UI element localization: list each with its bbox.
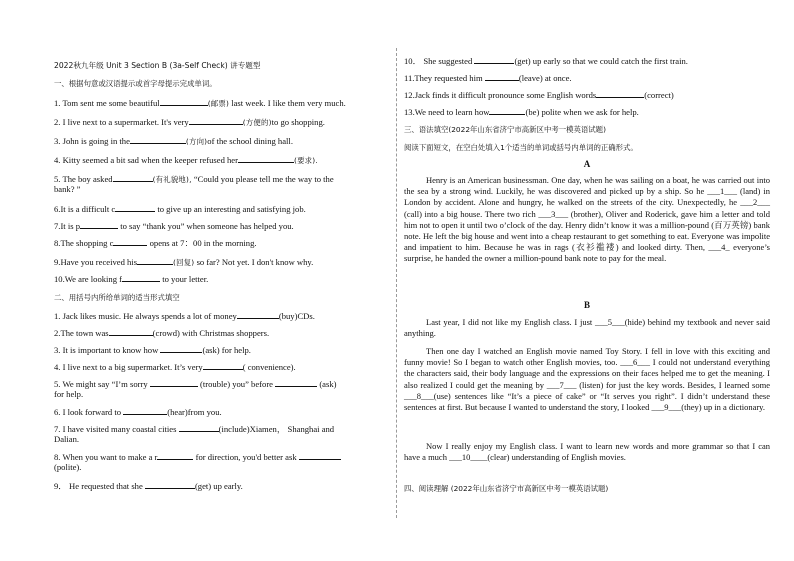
part1-item-5: 5. The boy asked (有礼貌地), “Could you please tell me the way to the (54, 174, 334, 184)
part2-item-1: 1. Jack likes music. He always spends a lot of money (buy)CDs. (54, 311, 315, 321)
answer-blank[interactable] (115, 203, 155, 212)
part2-item-6: 6. I look forward to (hear)from you. (54, 407, 222, 417)
part1-item-4: 4. Kitty seemed a bit sad when the keeper refused her (要求). (54, 155, 318, 165)
part3-heading: 三、语法填空(2022年山东省济宁市高新区中考一模英语试题) (404, 125, 606, 134)
answer-blank[interactable] (113, 237, 147, 246)
answer-blank[interactable] (299, 451, 341, 460)
part2-item-12: 12.Jack finds it difficult pronounce some English words (correct) (404, 90, 674, 100)
part3-instruction: 阅读下面短文，在空白处填入1个适当的单词或括号内单词的正确形式。 (404, 143, 638, 152)
answer-blank[interactable] (489, 106, 525, 115)
answer-blank[interactable] (113, 173, 153, 182)
answer-blank[interactable] (485, 72, 519, 81)
answer-blank[interactable] (474, 55, 514, 64)
answer-blank[interactable] (145, 480, 195, 489)
part2-item-11: 11.They requested him (leave) at once. (404, 73, 572, 83)
part1-item-10: 10.We are looking f to your letter. (54, 274, 209, 284)
answer-blank[interactable] (160, 344, 202, 353)
answer-blank[interactable] (150, 378, 198, 387)
part1-item-6: 6.It is a difficult c to give up an interesting and satisfying job. (54, 204, 306, 214)
part2-item-10: 10． She suggested (get) up early so that we could catch the first train. (404, 56, 688, 66)
passage-a-label: A (583, 159, 591, 169)
part2-item-8-cont: (polite). (54, 462, 82, 472)
answer-blank[interactable] (596, 89, 644, 98)
passage-b-paragraph-2: Then one day I watched an English movie named Toy Story. I fell in love with this exciting and funny movie! So I began to watch other English movies, too. ___6___ I could not understand everything the characters said, their body language and the expressions on their faces helped me to get the meaning. I also realized I could get the meaning by ___7___ (listen) for just the key words. Besides, I learned some ___8___(use) sentences like “It’s a piece of cake” or “It serves you right”. I didn’t understand these sentences at first. But because I wanted to understand the story, I looked ___9___(they) up in a dictionary. (404, 346, 770, 413)
answer-blank[interactable] (137, 256, 173, 265)
part1-item-8: 8.The shopping c opens at 7：00 in the morning. (54, 238, 257, 248)
part1-item-1: 1. Tom sent me some beautiful (邮票) last week. I like them very much. (54, 98, 346, 108)
part2-item-8: 8. When you want to make a r for direction, you'd better ask (54, 451, 341, 463)
answer-blank[interactable] (109, 327, 153, 336)
answer-blank[interactable] (122, 273, 160, 282)
worksheet-title: 2022秋九年级 Unit 3 Section B (3a-Self Check) 讲专题型 (54, 61, 261, 70)
part2-item-9: 9． He requested that she (get) up early. (54, 481, 243, 491)
answer-blank[interactable] (179, 423, 219, 432)
answer-blank[interactable] (238, 154, 294, 163)
passage-b-paragraph-1: Last year, I did not like my English class. I just ___5___(hide) behind my textbook and never said anything. (404, 317, 770, 339)
part1-heading: 一、根据句意或汉语提示或首字母提示完成单词。 (54, 79, 217, 88)
part1-item-9: 9.Have you received his (回复) so far? Not yet. I don't know why. (54, 257, 314, 267)
answer-blank[interactable] (237, 310, 279, 319)
answer-blank[interactable] (80, 220, 118, 229)
part2-item-5-cont: for help. (54, 389, 84, 399)
part2-item-2: 2.The town was (crowd) with Christmas shoppers. (54, 328, 270, 338)
part2-item-13: 13.We need to learn how (be) polite when we ask for help. (404, 107, 639, 117)
column-divider (396, 48, 397, 518)
answer-blank[interactable] (275, 378, 317, 387)
passage-a: Henry is an American businessman. One day, when he was sailing on a boat, he was carried out into the sea by a strong wind. Luckily, he was discovered and picked up by a ship. So he ___1___ (land) in London by accident. Alone and hungry, he walked on the streets of the city. Unexpectedly, he ___2___ (call) into a big house. There two rich ___3___ (brother), Oliver and Roderick, gave him a letter and told him not to open it until two o’clock of the day. Henry didn’t know it was a million-pound (百万英镑) bank note. He left the big house and went into a cheap restaurant to get something to eat. Everyone was impolite and impatient to him. Because he was in rags (衣衫褴褛) and looked dirty. Then, ___4_ everyone’s surprise, he handed the owner a million-pound bank note to pay for the meal. (404, 175, 770, 264)
passage-b-paragraph-3: Now I really enjoy my English class. I want to learn new words and more grammar so that I can have a much ___10____(clear) understanding of English movies. (404, 441, 770, 463)
part2-item-4: 4. I live next to a big supermarket. It’s very ( convenience). (54, 362, 296, 372)
part1-item-7: 7.It is p to say “thank you” when someone has helped you. (54, 221, 294, 231)
passage-b-label: B (583, 300, 590, 310)
part2-item-7-cont: Dalian. (54, 434, 80, 444)
part1-item-3: 3. John is going in the (方向)of the school dining hall. (54, 136, 293, 146)
part1-item-2: 2. I live next to a supermarket. It's very (方便的)to go shopping. (54, 117, 325, 127)
part2-item-3: 3. It is important to know how (ask) for help. (54, 345, 251, 355)
answer-blank[interactable] (157, 451, 193, 460)
part4-heading: 四、阅读理解 (2022年山东省济宁市高新区中考一模英语试题) (404, 484, 609, 493)
part1-item-5-cont: bank? ” (54, 184, 81, 194)
part2-item-5: 5. We might say “I’m sorry (trouble) you” before (ask) (54, 379, 337, 389)
answer-blank[interactable] (203, 361, 243, 370)
answer-blank[interactable] (130, 135, 186, 144)
answer-blank[interactable] (189, 116, 243, 125)
answer-blank[interactable] (160, 97, 208, 106)
part2-item-7: 7. I have visited many coastal cities (include)Xiamen， Shanghai and (54, 424, 335, 434)
part2-heading: 二、用括号内所给单词的适当形式填空 (54, 293, 180, 302)
answer-blank[interactable] (123, 406, 167, 415)
